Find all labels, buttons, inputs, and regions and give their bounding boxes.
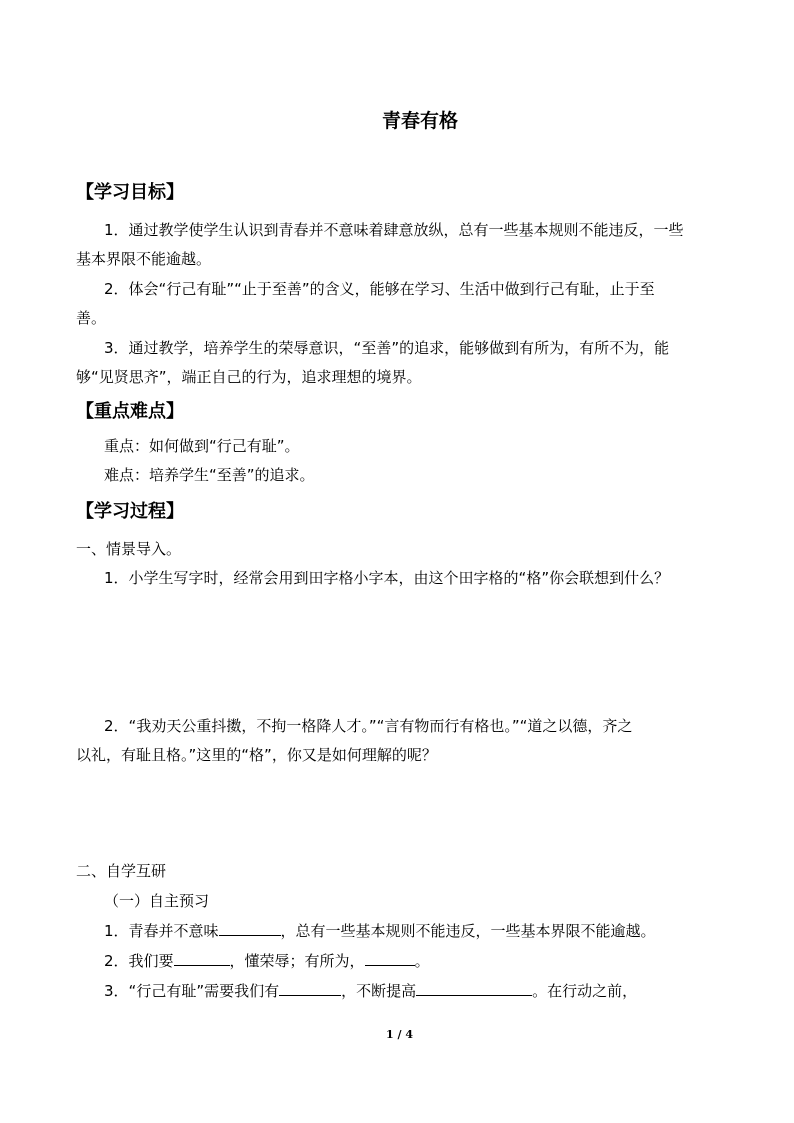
part1-question-2-line-1: 2．“我劝天公重抖擞，不拘一格降人才。”“言有物而行有格也。”“道之以德，齐之 <box>104 717 633 735</box>
section-heading-keypoints: 【重点难点】 <box>76 401 184 422</box>
part1-question-2-line-2: 以礼，有耻且格。”这里的“格”，你又是如何理解的呢？ <box>76 746 437 764</box>
fill-item-3-text-c: 。在行动之前， <box>532 982 638 1000</box>
fill-item-1-text-a: 1．青春并不意味 <box>104 922 219 940</box>
goal-2-line-2: 善。 <box>76 309 107 327</box>
fill-item-2-text-a: 2．我们要 <box>104 952 174 970</box>
part2-heading: 二、自学互研 <box>76 862 167 880</box>
fill-item-1 <box>104 920 656 941</box>
fill-item-3-text-a: 3．“行己有耻”需要我们有 <box>104 982 280 1000</box>
fill-blank-3[interactable] <box>365 950 415 966</box>
part2-sub-heading: （一）自主预习 <box>104 892 210 910</box>
part1-heading: 一、情景导入。 <box>76 540 182 558</box>
fill-blank-2[interactable] <box>174 950 230 966</box>
fill-item-2 <box>104 950 430 971</box>
keypoint-important: 重点：如何做到“行己有耻”。 <box>104 437 300 455</box>
goal-3-line-2: 够“见贤思齐”，端正自己的行为，追求理想的境界。 <box>76 368 422 386</box>
fill-item-2-text-b: ，懂荣辱；有所为， <box>229 952 365 970</box>
fill-item-2-text-c: 。 <box>414 952 430 970</box>
fill-item-3 <box>104 980 637 1001</box>
section-heading-process: 【学习过程】 <box>76 501 184 522</box>
page-number: 1 / 4 <box>386 1028 413 1041</box>
goal-1-line-2: 基本界限不能逾越。 <box>76 250 212 268</box>
section-heading-goals: 【学习目标】 <box>76 182 184 203</box>
keypoint-difficult: 难点：培养学生“至善”的追求。 <box>104 466 315 484</box>
goal-1-line-1: 1．通过教学使学生认识到青春并不意味着肆意放纵，总有一些基本规则不能违反，一些 <box>104 221 684 239</box>
fill-blank-1[interactable] <box>219 920 281 936</box>
fill-item-1-text-b: ，总有一些基本规则不能违反，一些基本界限不能逾越。 <box>280 922 656 940</box>
fill-item-3-text-b: ，不断提高 <box>341 982 417 1000</box>
goal-3-line-1: 3．通过教学，培养学生的荣辱意识，“至善”的追求，能够做到有所为，有所不为，能 <box>104 339 670 357</box>
part1-question-1: 1．小学生写字时，经常会用到田字格小字本，由这个田字格的“格”你会联想到什么？ <box>104 569 670 587</box>
document-title: 青春有格 <box>381 110 458 132</box>
fill-blank-5[interactable] <box>416 980 532 996</box>
goal-2-line-1: 2．体会“行己有耻”“止于至善”的含义，能够在学习、生活中做到行己有耻，止于至 <box>104 280 655 298</box>
fill-blank-4[interactable] <box>279 980 341 996</box>
